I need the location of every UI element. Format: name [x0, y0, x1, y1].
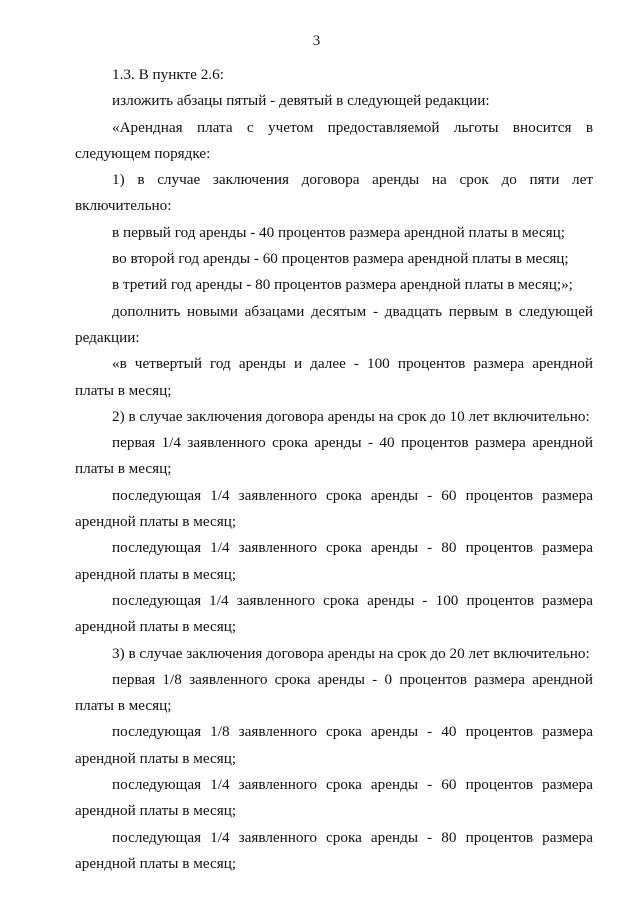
paragraph-7: в третий год аренды - 80 процентов размера арендной платы в месяц;»; [112, 276, 573, 294]
paragraph-15: 3) в случае заключения договора аренды на срок до 20 лет включительно: [112, 644, 590, 662]
paragraph-9: «в четвертый год аренды и далее - 100 процентов размера арендной платы в месяц; [75, 355, 593, 399]
paragraph-5: в первый год аренды - 40 процентов размера арендной платы в месяц; [112, 223, 565, 241]
paragraph-11: первая 1/4 заявленного срока аренды - 40 процентов размера арендной платы в месяц; [75, 434, 593, 478]
paragraph-10: 2) в случае заключения договора аренды на срок до 10 лет включительно: [112, 407, 590, 425]
paragraph-13: последующая 1/4 заявленного срока аренды - 80 процентов размера арендной платы в месяц; [75, 539, 593, 583]
document-body [75, 62, 593, 877]
paragraph-14: последующая 1/4 заявленного срока аренды - 100 процентов размера арендной платы в месяц; [75, 591, 593, 636]
paragraph-8: дополнить новыми абзацами десятым - двадцать первым в следующей редакции: [75, 302, 593, 346]
paragraph-19: последующая 1/4 заявленного срока аренды - 80 процентов размера арендной платы в месяц; [75, 828, 593, 872]
paragraph-2: изложить абзацы пятый - девятый в следующей редакции: [112, 92, 490, 110]
paragraph-17: последующая 1/8 заявленного срока аренды - 40 процентов размера арендной платы в месяц; [75, 723, 593, 767]
paragraph-3: «Арендная плата с учетом предоставляемой льготы вносится в следующем порядке: [75, 118, 593, 162]
paragraph-6: во второй год аренды - 60 процентов размера арендной платы в месяц; [112, 250, 569, 268]
paragraph-12: последующая 1/4 заявленного срока аренды - 60 процентов размера арендной платы в месяц; [75, 486, 593, 531]
page-number: 3 [312, 33, 321, 49]
paragraph-4: 1) в случае заключения договора аренды на срок до пяти лет включительно: [75, 171, 593, 215]
paragraph-18: последующая 1/4 заявленного срока аренды - 60 процентов размера арендной платы в месяц; [75, 776, 593, 820]
paragraph-16: первая 1/8 заявленного срока аренды - 0 процентов размера арендной платы в месяц; [75, 670, 593, 715]
paragraph-1: 1.3. В пункте 2.6: [112, 66, 224, 83]
